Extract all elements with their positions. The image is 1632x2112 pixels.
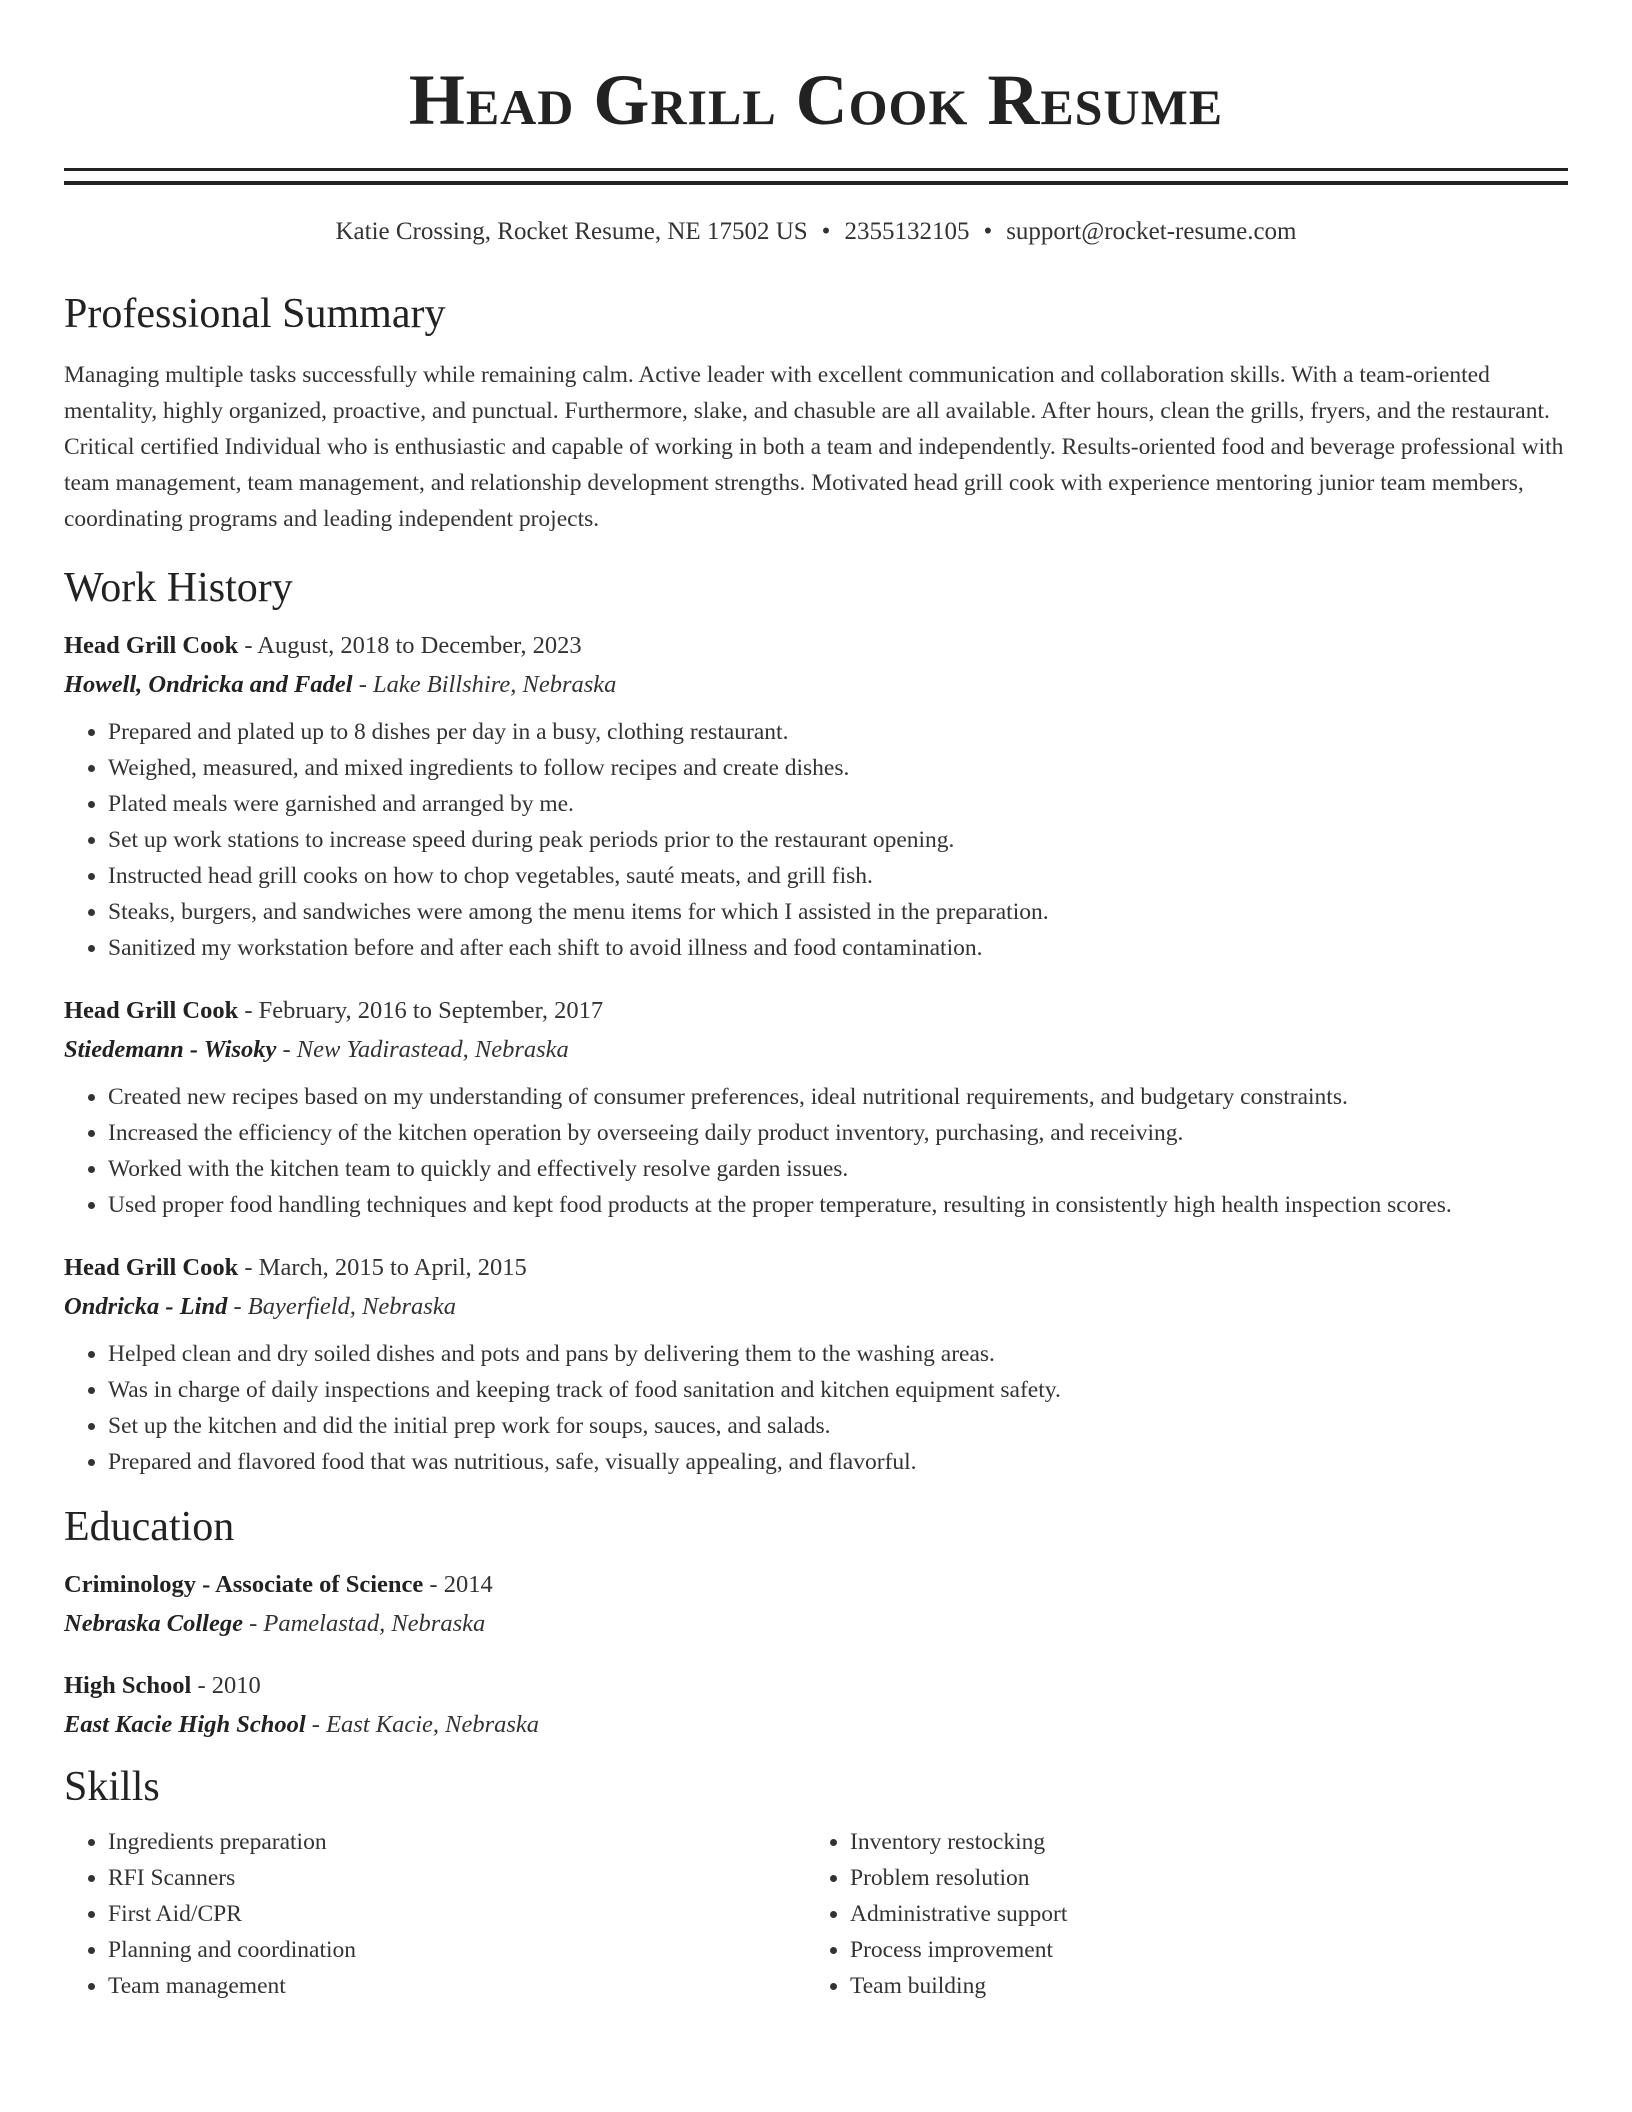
job-entry — [64, 631, 1568, 966]
job-dates: August, 2018 to December, 2023 — [257, 632, 582, 659]
contact-separator: • — [983, 218, 993, 245]
job-duty-item: • Helped clean and dry soiled dishes and pots and pans by delivering them to the washing areas. — [108, 1336, 1568, 1372]
education-degree: Criminology - Associate of Science — [64, 1571, 424, 1598]
job-duty-item: • Used proper food handling techniques and kept food products at the proper temperature, resulting in consistently high health inspection scores. — [108, 1187, 1568, 1223]
education-school: Nebraska College — [64, 1610, 243, 1637]
contact-email: support@rocket-resume.com — [1006, 218, 1297, 245]
education-school: East Kacie High School — [64, 1711, 306, 1738]
contact-separator: • — [821, 218, 831, 245]
job-company-line: Howell, Ondricka and Fadel - Lake Billshire, Nebraska — [64, 671, 617, 698]
job-title: Head Grill Cook — [64, 1254, 239, 1281]
skill-item: • Problem resolution — [850, 1860, 1548, 1896]
job-company-line: Ondricka - Lind - Bayerfield, Nebraska — [64, 1293, 456, 1320]
job-duties-list — [64, 1336, 1568, 1480]
job-duty-item: • Plated meals were garnished and arranged by me. — [108, 786, 1568, 822]
job-location: Bayerfield, Nebraska — [247, 1293, 456, 1320]
skills-heading: Skills — [64, 1764, 160, 1810]
job-duty-item: • Steaks, burgers, and sandwiches were among the menu items for which I assisted in the preparation. — [108, 894, 1568, 930]
skill-item: • Team building — [850, 1968, 1548, 2004]
summary-text: Managing multiple tasks successfully while remaining calm. Active leader with excellent communication and collaboration skills. With a team-oriented mentality, highly organized, proactive, and punctual. Furthermore, slake, and chasuble are all available. After hours, clean the grills, fryers, and the restaurant. Critical certified Individual who is enthusiastic and capable of working in both a team and independently. Results-oriented food and beverage professional with team management, team management, and relationship development strengths. Motivated head grill cook with experience mentoring junior team members, coordinating programs and leading independent projects. — [64, 362, 1564, 532]
education-degree: High School — [64, 1672, 192, 1699]
education-location: Pamelastad, Nebraska — [263, 1610, 486, 1637]
job-location: Lake Billshire, Nebraska — [373, 671, 617, 698]
job-title: Head Grill Cook — [64, 632, 239, 659]
job-company: Howell, Ondricka and Fadel — [64, 671, 353, 698]
skill-item: • Planning and coordination — [108, 1932, 806, 1968]
education-school-line: East Kacie High School - East Kacie, Nebraska — [64, 1711, 540, 1738]
job-dates: February, 2016 to September, 2017 — [258, 997, 604, 1024]
skill-item: • Process improvement — [850, 1932, 1548, 1968]
education-location: East Kacie, Nebraska — [326, 1711, 540, 1738]
job-title: Head Grill Cook — [64, 997, 239, 1024]
job-duties-list — [64, 1079, 1568, 1223]
skills-list-right — [806, 1824, 1548, 2004]
job-location: New Yadirastead, Nebraska — [296, 1036, 569, 1063]
contact-line — [64, 217, 1568, 247]
job-duty-item: • Instructed head grill cooks on how to chop vegetables, sauté meats, and grill fish. — [108, 858, 1568, 894]
education-degree-line: Criminology - Associate of Science - 2014 — [64, 1571, 493, 1598]
summary-heading: Professional Summary — [64, 291, 446, 337]
education-year: 2014 — [443, 1571, 493, 1598]
skill-item: • Administrative support — [850, 1896, 1548, 1932]
contact-address: Katie Crossing, Rocket Resume, NE 17502 US — [335, 218, 808, 245]
education-year: 2010 — [211, 1672, 261, 1699]
job-duty-item: • Sanitized my workstation before and after each shift to avoid illness and food contamination. — [108, 930, 1568, 966]
education-degree-line: High School - 2010 — [64, 1672, 261, 1699]
skill-item: • Inventory restocking — [850, 1824, 1548, 1860]
job-duty-item: • Set up the kitchen and did the initial prep work for soups, sauces, and salads. — [108, 1408, 1568, 1444]
skill-item: • RFI Scanners — [108, 1860, 806, 1896]
contact-phone: 2355132105 — [844, 218, 970, 245]
title-double-rule — [64, 168, 1568, 185]
job-duty-item: • Worked with the kitchen team to quickly and effectively resolve garden issues. — [108, 1151, 1568, 1187]
skills-columns — [64, 1824, 1568, 2004]
job-duty-item: • Was in charge of daily inspections and keeping track of food sanitation and kitchen equipment safety. — [108, 1372, 1568, 1408]
job-title-line: Head Grill Cook - March, 2015 to April, 2015 — [64, 1254, 527, 1281]
skill-item: • Team management — [108, 1968, 806, 2004]
skill-item: • Ingredients preparation — [108, 1824, 806, 1860]
job-duty-item: • Set up work stations to increase speed during peak periods prior to the restaurant opening. — [108, 822, 1568, 858]
work-history-heading: Work History — [64, 565, 293, 611]
skills-list-left — [64, 1824, 806, 2004]
job-dates: March, 2015 to April, 2015 — [258, 1254, 527, 1281]
job-title-line: Head Grill Cook - August, 2018 to December, 2023 — [64, 632, 582, 659]
job-duty-item: • Weighed, measured, and mixed ingredients to follow recipes and create dishes. — [108, 750, 1568, 786]
job-company: Ondricka - Lind — [64, 1293, 228, 1320]
education-heading: Education — [64, 1504, 235, 1550]
job-duty-item: • Prepared and plated up to 8 dishes per day in a busy, clothing restaurant. — [108, 714, 1568, 750]
job-entry — [64, 1253, 1568, 1480]
education-entry — [64, 1570, 1568, 1639]
resume-title: Head Grill Cook Resume — [408, 60, 1224, 140]
job-duty-item: • Increased the efficiency of the kitchen operation by overseeing daily product inventory, purchasing, and receiving. — [108, 1115, 1568, 1151]
job-duty-item: • Created new recipes based on my understanding of consumer preferences, ideal nutritional requirements, and budgetary constraints. — [108, 1079, 1568, 1115]
job-company-line: Stiedemann - Wisoky - New Yadirastead, Nebraska — [64, 1036, 569, 1063]
job-duties-list — [64, 714, 1568, 966]
job-title-line: Head Grill Cook - February, 2016 to September, 2017 — [64, 997, 604, 1024]
job-entry — [64, 996, 1568, 1223]
job-duty-item: • Prepared and flavored food that was nutritious, safe, visually appealing, and flavorful. — [108, 1444, 1568, 1480]
education-entry — [64, 1671, 1568, 1740]
job-company: Stiedemann - Wisoky — [64, 1036, 277, 1063]
skill-item: • First Aid/CPR — [108, 1896, 806, 1932]
education-school-line: Nebraska College - Pamelastad, Nebraska — [64, 1610, 486, 1637]
